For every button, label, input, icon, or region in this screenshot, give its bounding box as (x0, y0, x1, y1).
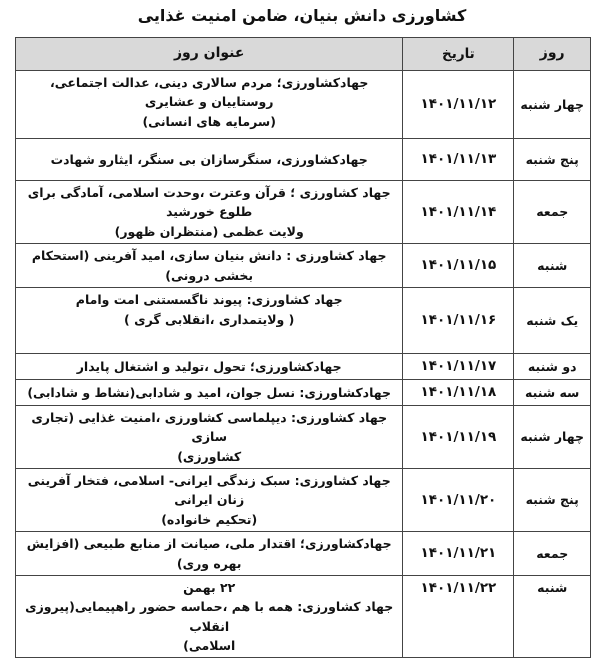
table-row (16, 380, 591, 406)
topic-cell (16, 575, 403, 658)
topic-line: جهاد کشاورزی: همه با هم ،حماسه حضور راهپیمایی(پیروزی انقلاب (25, 599, 394, 634)
topic-line: اسلامی) (183, 638, 236, 654)
table-row (16, 575, 591, 658)
topic-line: جهادکشاورزی؛ مردم سالاری دینی، عدالت اجتماعی، روستاییان و عشایری (49, 75, 369, 110)
day-cell: شنبه (514, 575, 591, 658)
date-cell: ۱۴۰۱/۱۱/۱۵ (403, 244, 514, 288)
topic-cell (16, 532, 403, 576)
date-cell: ۱۴۰۱/۱۱/۱۸ (403, 380, 514, 406)
header-topic: عنوان روز (16, 38, 403, 71)
topic-cell (16, 405, 403, 468)
day-cell: جمعه (514, 532, 591, 576)
date-cell: ۱۴۰۱/۱۱/۲۰ (403, 469, 514, 532)
topic-cell (16, 181, 403, 244)
table-row (16, 288, 591, 354)
day-cell: شنبه (514, 244, 591, 288)
topic-cell (16, 244, 403, 288)
day-cell: جمعه (514, 181, 591, 244)
table-row (16, 354, 591, 380)
topic-line: جهادکشاورزی؛ اقتدار ملی، صیانت از منابع طبیعی (افزایش بهره وری) (26, 536, 392, 571)
topic-line: جهاد کشاورزی: پیوند ناگسستنی امت وامام (75, 292, 343, 308)
topic-line: کشاورزی) (177, 448, 242, 464)
table-header-row (16, 38, 591, 71)
topic-cell (16, 380, 403, 406)
topic-line: جهادکشاورزی، سنگرسازان بی سنگر، ایثارو شهادت (50, 151, 368, 167)
date-cell: ۱۴۰۱/۱۱/۱۴ (403, 181, 514, 244)
header-date: تاریخ (403, 38, 514, 71)
header-day: روز (514, 38, 591, 71)
date-cell: ۱۴۰۱/۱۱/۲۲ (403, 575, 514, 658)
day-cell: پنج شنبه (514, 469, 591, 532)
day-cell: پنج شنبه (514, 139, 591, 181)
topic-line: جهاد کشاورزی : دانش بنیان سازی، امید آفرینی (استحکام بخشی درونی) (31, 248, 387, 283)
topic-cell (16, 139, 403, 181)
topic-line: ولایت عظمی (منتظران ظهور) (114, 223, 304, 239)
table-row (16, 244, 591, 288)
table-row (16, 181, 591, 244)
date-cell: ۱۴۰۱/۱۱/۱۳ (403, 139, 514, 181)
topic-line: جهاد کشاورزی ؛ قرآن وعترت ،وحدت اسلامی، آمادگی برای طلوع خورشید (27, 185, 391, 220)
date-cell: ۱۴۰۱/۱۱/۱۷ (403, 354, 514, 380)
table-row (16, 532, 591, 576)
topic-line: (سرمایه های انسانی) (142, 113, 276, 129)
topic-cell (16, 71, 403, 139)
topic-line: جهاد کشاورزی: دیپلماسی کشاورزی ،امنیت غذایی (تجاری سازی (31, 409, 388, 445)
date-cell: ۱۴۰۱/۱۱/۱۶ (403, 288, 514, 354)
topic-line: ( ولایتمداری ،انقلابی گری ) (124, 311, 295, 327)
day-cell: یک شنبه (514, 288, 591, 354)
table-row (16, 405, 591, 468)
table-row (16, 139, 591, 181)
topic-line: جهادکشاورزی؛ تحول ،تولید و اشتغال پایدار (76, 358, 342, 374)
page-title: کشاورزی دانش بنیان، ضامن امنیت غذایی (137, 6, 467, 25)
topic-line: ۲۲ بهمن (183, 579, 236, 595)
table-row (16, 71, 591, 139)
topic-cell (16, 288, 403, 354)
day-cell: سه شنبه (514, 380, 591, 406)
topic-line: جهادکشاورزی: نسل جوان، امید و شادابی(نشاط و شادابی) (27, 384, 392, 400)
topic-cell (16, 469, 403, 532)
day-cell: چهار شنبه (514, 71, 591, 139)
date-cell: ۱۴۰۱/۱۱/۲۱ (403, 532, 514, 576)
date-cell: ۱۴۰۱/۱۱/۱۲ (403, 71, 514, 139)
table-row (16, 469, 591, 532)
day-cell: چهار شنبه (514, 405, 591, 468)
day-cell: دو شنبه (514, 354, 591, 380)
topic-line: جهاد کشاورزی: سبک زندگی ایرانی- اسلامی، فتخار آفرینی زنان ایرانی (27, 473, 391, 508)
date-cell: ۱۴۰۱/۱۱/۱۹ (403, 405, 514, 468)
schedule-table (15, 37, 591, 658)
topic-cell (16, 354, 403, 380)
topic-line: (تحکیم خانواده) (161, 511, 258, 527)
